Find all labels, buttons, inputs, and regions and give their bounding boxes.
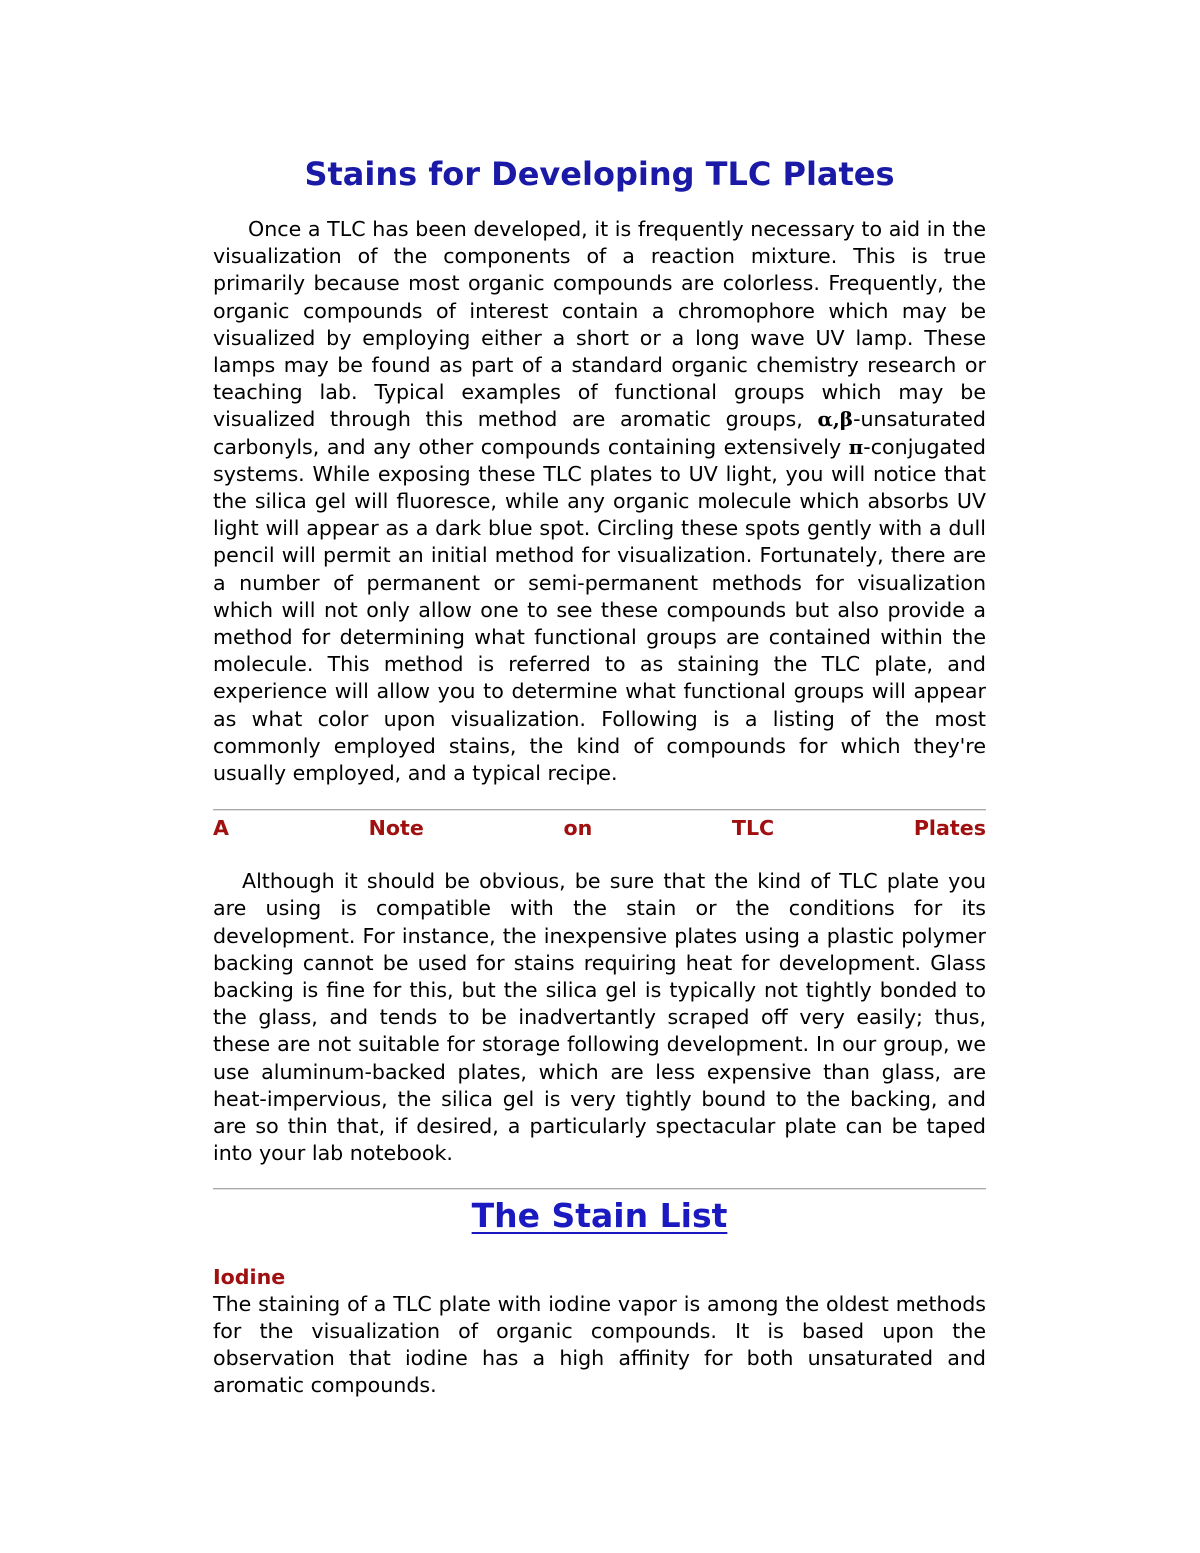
pi-symbol: π — [848, 434, 864, 459]
stain-list-title-text: The Stain List — [471, 1195, 728, 1235]
intro-paragraph — [213, 216, 986, 787]
section-divider-2 — [213, 1188, 986, 1190]
note-heading — [213, 815, 986, 842]
stain-name-iodine: Iodine — [213, 1264, 286, 1289]
note-heading-word: A — [213, 816, 229, 841]
note-heading-word: Note — [368, 816, 424, 841]
stain-list-title — [213, 1194, 986, 1238]
section-divider-1 — [213, 809, 986, 811]
intro-text-part-2: -unsaturated carbonyls, and any other compounds containing extensively — [213, 407, 986, 459]
document-page — [213, 152, 986, 1399]
note-heading-word: TLC — [731, 816, 775, 841]
intro-text-part-1: Once a TLC has been developed, it is frequently necessary to aid in the visualization of the components of a reaction mixture. This is true primarily because most organic compounds are colorless. Frequently, the organic compounds of interest contain a chromophore which may be visualized by employing either a short or a long wave UV lamp. These lamps may be found as part of a standard organic chemistry research or teaching lab. Typical examples of functional groups which may be visualized through this method are aromatic groups, — [213, 217, 986, 432]
alpha-beta-symbol: α,β — [817, 407, 854, 432]
note-paragraph: Although it should be obvious, be sure that the kind of TLC plate you are using is compatible with the stain or the conditions for its development. For instance, the inexpensive plates using a plastic polymer backing cannot be used for stains requiring heat for development. Glass backing is fine for this, but the silica gel is typically not tightly bonded to the glass, and tends to be inadvertantly scraped off very easily; thus, these are not suitable for storage following development. In our group, we use aluminum-backed plates, which are less expensive than glass, are heat-impervious, the silica gel is very tightly bound to the backing, and are so thin that, if desired, a particularly spectacular plate can be taped into your lab notebook. — [213, 869, 986, 1166]
page-title: Stains for Developing TLC Plates — [304, 155, 895, 193]
stain-description-iodine: The staining of a TLC plate with iodine vapor is among the oldest methods for the visualization of organic compounds. It is based upon the observation that iodine has a high affinity for both unsaturated and aromatic compounds. — [213, 1291, 986, 1398]
intro-text-part-3: -conjugated systems. While exposing these TLC plates to UV light, you will notice that the silica gel will fluoresce, while any organic molecule which absorbs UV light will appear as a dark blue spot. Circling these spots gently with a dull pencil will permit an initial method for visualization. Fortunately, there are a number of permanent or semi-permanent methods for visualization which will not only allow one to see these compounds but also provide a method for determining what functional groups are contained within the molecule. This method is referred to as staining the TLC plate, and experience will allow you to determine what functional groups will appear as what color upon visualization. Following is a listing of the most commonly employed stains, the kind of compounds for which they're usually employed, and a typical recipe. — [213, 434, 986, 786]
note-heading-word: on — [563, 816, 593, 841]
note-heading-word: Plates — [913, 816, 986, 841]
